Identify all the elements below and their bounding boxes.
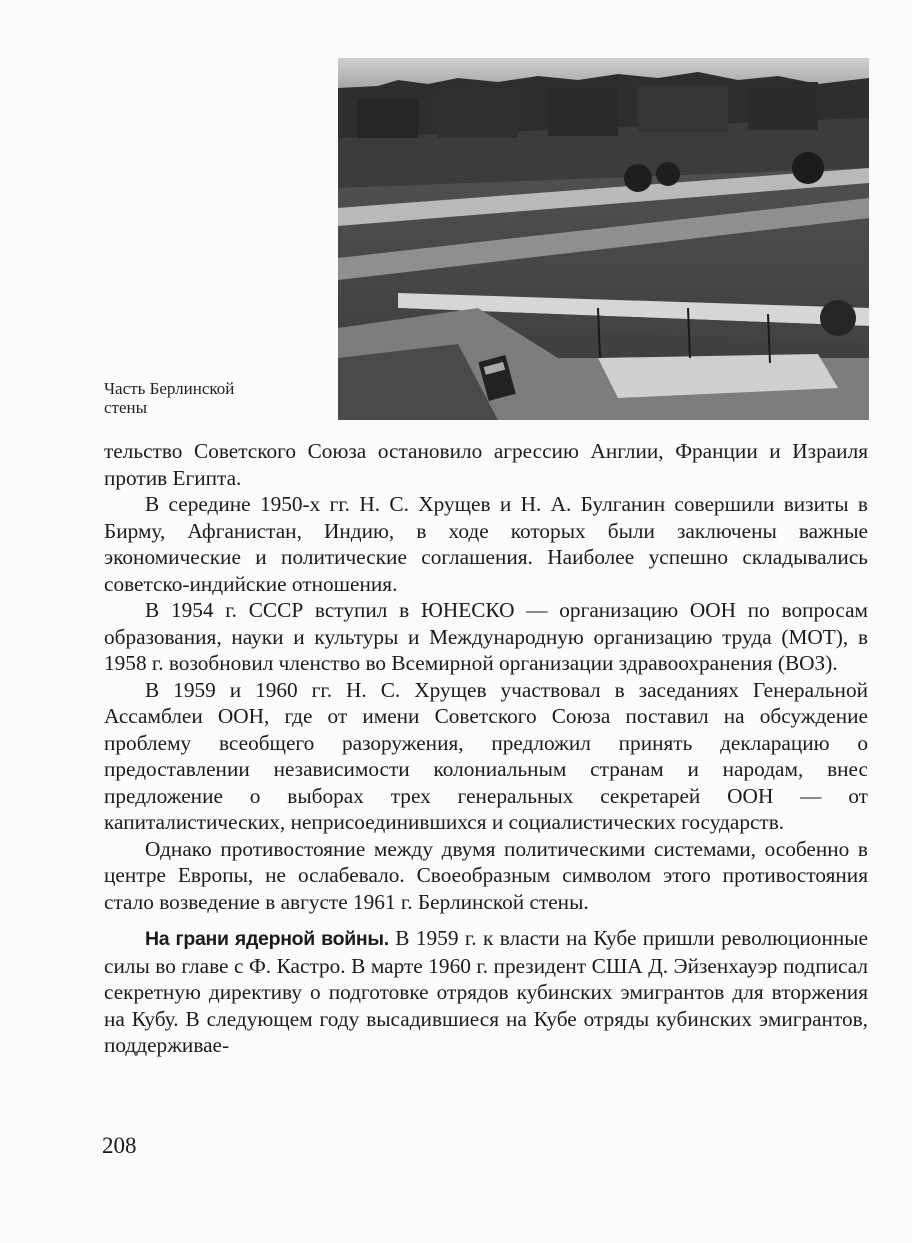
paragraph: В 1959 и 1960 гг. Н. С. Хрущев участвовал в заседаниях Генеральной Ассамблеи ООН, где от имени Советского Союза поставил на обсуждение проблему всеобщего разоружения, предложил принять декларацию о предоставлении независимости колониальным странам и народам, внес предложение о выборах трех генеральных секретарей ООН — от капиталистических, неприсоединившихся и социалистических государств. [104,677,868,834]
section-heading: На грани ядерной войны. [145,928,389,950]
berlin-wall-photo [338,58,869,420]
figure-caption-line: стены [104,398,148,417]
section-text: В 1959 г. к власти на Кубе пришли революционные силы во главе с Ф. Кастро. В марте 1960 г. президент США Д. Эйзенхауэр подписал секретную директиву о подготовке отрядов кубинских эмигрантов для вторжения на Кубу. В следующем году высадившиеся на Кубе отряды кубинских эмигрантов, поддерживае- [104,926,868,1057]
paragraph: В середине 1950-х гг. Н. С. Хрущев и Н. А. Булганин совершили визиты в Бирму, Афганистан, Индию, в ходе которых были заключены важные экономические и политические соглашения. Наиболее успешно складывались советско-индийские отношения. [104,492,868,596]
figure-caption [104,379,314,417]
paragraph: тельство Советского Союза остановило агрессию Англии, Франции и Израиля против Египта. [104,439,868,490]
paragraph: В 1954 г. СССР вступил в ЮНЕСКО — организацию ООН по вопросам образования, науки и культуры и Международную организацию труда (МОТ), в 1958 г. возобновил членство во Всемирной организации здравоохранения (ВОЗ). [104,598,868,675]
page-number: 208 [102,1133,137,1158]
paragraph: Однако противостояние между двумя политическими системами, особенно в центре Европы, не ослабевало. Своеобразным символом этого противостояния стало возведение в августе 1961 г. Берлинской стены. [104,836,868,914]
figure-caption-line: Часть Берлинской [104,379,235,398]
berlin-wall-photo-drawing [338,58,869,420]
section-paragraph [104,925,868,1059]
body-text [104,438,868,1059]
